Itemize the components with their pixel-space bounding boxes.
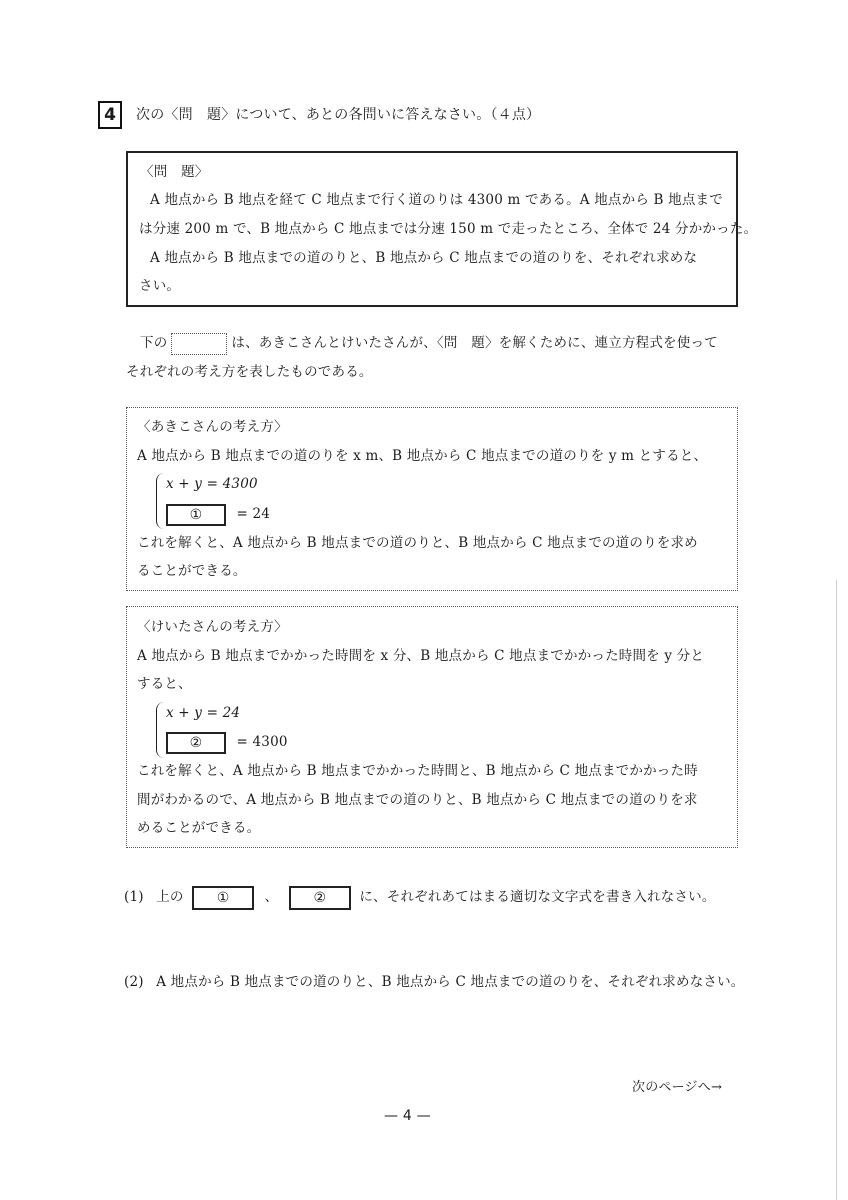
akiko-line-1: A 地点から B 地点までの道のりを x m、B 地点から C 地点までの道のりを y m とすると、 — [137, 448, 708, 464]
sub-question-1-prefix: 上の — [156, 889, 184, 905]
answer-box-2-label: ② — [313, 889, 327, 906]
sub-question-1-suffix: に、それぞれあてはまる適切な文字式を書き入れなさい。 — [359, 889, 716, 905]
keita-equation-2 — [166, 728, 288, 756]
dotted-frame-reference — [171, 333, 227, 355]
intro-line-2: それぞれの考え方を表したものである。 — [126, 364, 373, 380]
question-number: 4 — [104, 105, 116, 125]
akiko-conclusion-1: これを解くと、A 地点から B 地点までの道のりと、B 地点から C 地点までの道のりを求め — [137, 535, 698, 551]
sub-question-2 — [124, 968, 745, 996]
next-page-note: 次のページへ→ — [632, 1080, 723, 1095]
akiko-title: 〈あきこさんの考え方〉 — [137, 419, 288, 435]
akiko-system-brace — [156, 473, 165, 529]
keita-title: 〈けいたさんの考え方〉 — [137, 619, 288, 635]
keita-equation-1: x + y = 24 — [166, 705, 241, 721]
keita-system-brace — [156, 702, 165, 758]
keita-conclusion-3: めることができる。 — [137, 820, 261, 836]
answer-box-1 — [192, 886, 254, 910]
keita-conclusion-2: 間がわかるので、A 地点から B 地点までの道のりと、B 地点から C 地点までの道のりを求 — [137, 792, 698, 808]
akiko-equation-2 — [166, 500, 270, 528]
page-number: — 4 — — [384, 1108, 431, 1124]
problem-title: 〈問 題〉 — [140, 164, 209, 180]
scan-edge-line — [836, 580, 837, 1200]
intro-prefix: 下の — [140, 335, 168, 351]
problem-line-2: は分速 200 m で、B 地点から C 地点までは分速 150 m で走ったところ、全体で 24 分かかった。 — [139, 221, 758, 237]
keita-equation-2-rhs: = 4300 — [236, 734, 288, 750]
sub-question-2-text: A 地点から B 地点までの道のりと、B 地点から C 地点までの道のりを、それぞれ求めなさい。 — [156, 974, 745, 990]
problem-line-1: A 地点から B 地点を経て C 地点まで行く道のりは 4300 m である。A 地点から B 地点まで — [150, 192, 723, 208]
akiko-equation-1: x + y = 4300 — [166, 476, 258, 492]
sub-question-1-label: (1) — [124, 889, 144, 905]
question-number-box — [98, 101, 122, 129]
blank-1-box — [166, 504, 226, 526]
sub-question-2-label: (2) — [124, 974, 144, 990]
keita-line-1: A 地点から B 地点までかかった時間を x 分、B 地点から C 地点までかかった時間を y 分と — [137, 648, 705, 664]
akiko-conclusion-2: ることができる。 — [137, 563, 247, 579]
keita-conclusion-1: これを解くと、A 地点から B 地点までかかった時間と、B 地点から C 地点までかかった時 — [137, 763, 698, 779]
intro-suffix: は、あきこさんとけいたさんが、〈問 題〉を解くために、連立方程式を使って — [231, 335, 718, 351]
problem-line-3: A 地点から B 地点までの道のりと、B 地点から C 地点までの道のりを、それぞれ求めな — [150, 250, 698, 266]
answer-box-1-label: ① — [216, 889, 230, 906]
separator: 、 — [264, 889, 279, 905]
blank-1-label: ① — [189, 506, 203, 523]
blank-2-box — [166, 732, 226, 754]
akiko-equation-2-rhs: = 24 — [236, 506, 271, 522]
keita-line-2: すると、 — [137, 676, 192, 692]
question-instruction: 次の〈問 題〉について、あとの各問いに答えなさい。（４点） — [136, 107, 541, 123]
sub-question-1 — [124, 883, 716, 911]
blank-2-label: ② — [189, 734, 203, 751]
answer-box-2 — [289, 886, 351, 910]
intro-line-1 — [140, 329, 718, 357]
problem-line-4: さい。 — [139, 278, 181, 294]
